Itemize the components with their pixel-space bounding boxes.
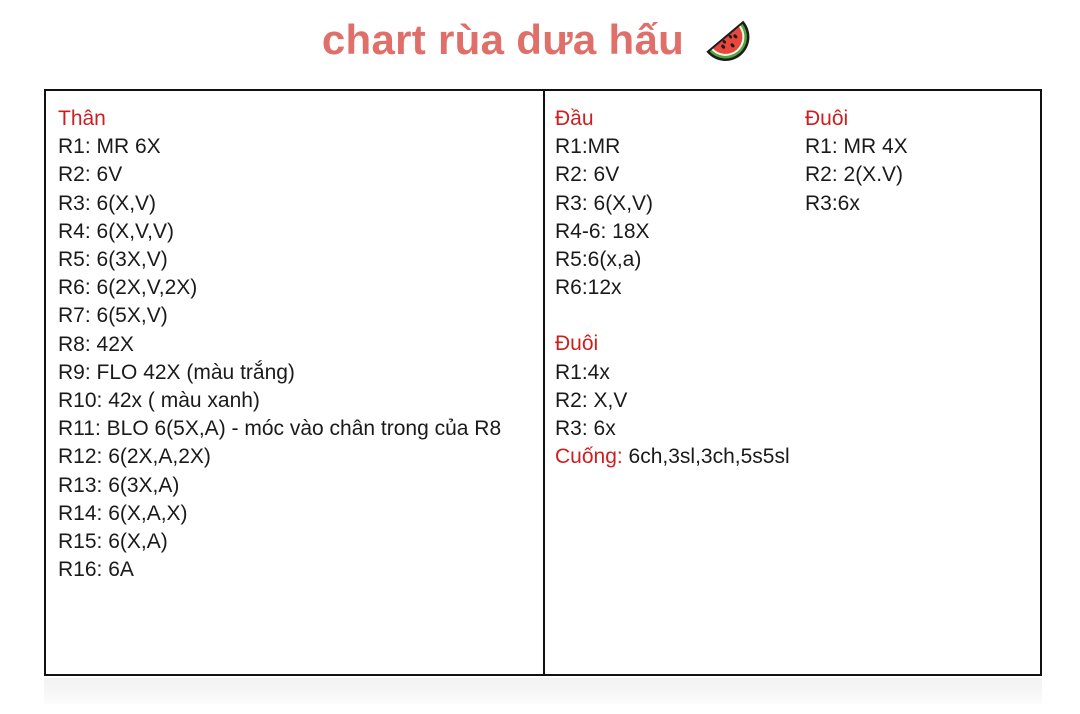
section-heading-duoi: Đuôi [805, 107, 849, 130]
row-line: R8: 42X [58, 332, 134, 356]
body-column [46, 91, 545, 674]
row-line: R2: X,V [555, 388, 628, 412]
row-line: R1: MR 6X [58, 135, 161, 159]
row-line: R3:6x [805, 191, 860, 215]
row-line: R1: MR 4X [805, 135, 908, 159]
row-line: R16: 6A [58, 558, 134, 582]
row-line: R11: BLO 6(5X,A) - móc vào chân trong của R8 [58, 417, 502, 441]
head-and-tail-block [555, 105, 1040, 302]
head-section [555, 105, 803, 302]
row-line: R6:12x [555, 276, 622, 300]
section-spacer [555, 302, 1040, 330]
stem-line [555, 443, 1040, 471]
row-line: R5: 6(3X,V) [58, 248, 168, 272]
watermelon-icon [698, 10, 758, 70]
row-line: R15: 6(X,A) [58, 530, 168, 554]
row-line: R3: 6(X,V) [555, 191, 654, 215]
row-line: R2: 6V [555, 163, 620, 187]
row-line: R5:6(x,a) [555, 248, 642, 272]
stem-label: Cuống: [555, 445, 623, 469]
stem-value: 6ch,3sl,3ch,5s5sl [622, 445, 790, 469]
row-line: R9: FLO 42X (màu trắng) [58, 360, 295, 384]
row-line: R10: 42x ( màu xanh) [58, 389, 260, 413]
row-line: R7: 6(5X,V) [58, 304, 168, 328]
section-heading-than: Thân [58, 107, 106, 130]
row-line: R6: 6(2X,V,2X) [58, 276, 198, 300]
section-heading-dau: Đầu [555, 107, 594, 130]
row-line: R12: 6(2X,A,2X) [58, 445, 211, 469]
row-line: R2: 2(X.V) [805, 163, 904, 187]
row-line: R4-6: 18X [555, 219, 650, 243]
section-heading-duoi-2: Đuôi [555, 332, 599, 356]
page-title: chart rùa dưa hấu [321, 16, 685, 63]
row-line: R14: 6(X,A,X) [58, 501, 188, 525]
row-line: R1:4x [555, 360, 610, 384]
title-bar [0, 10, 1080, 70]
row-line: R3: 6x [555, 417, 616, 441]
head-tail-column [545, 91, 1040, 674]
bottom-shadow [44, 678, 1042, 704]
tail-section [803, 105, 908, 302]
row-line: R1:MR [555, 135, 621, 159]
row-line: R2: 6V [58, 163, 123, 187]
row-line: R13: 6(3X,A) [58, 473, 180, 497]
row-line: R3: 6(X,V) [58, 191, 157, 215]
row-line: R4: 6(X,V,V) [58, 219, 174, 243]
pattern-table [44, 89, 1042, 676]
